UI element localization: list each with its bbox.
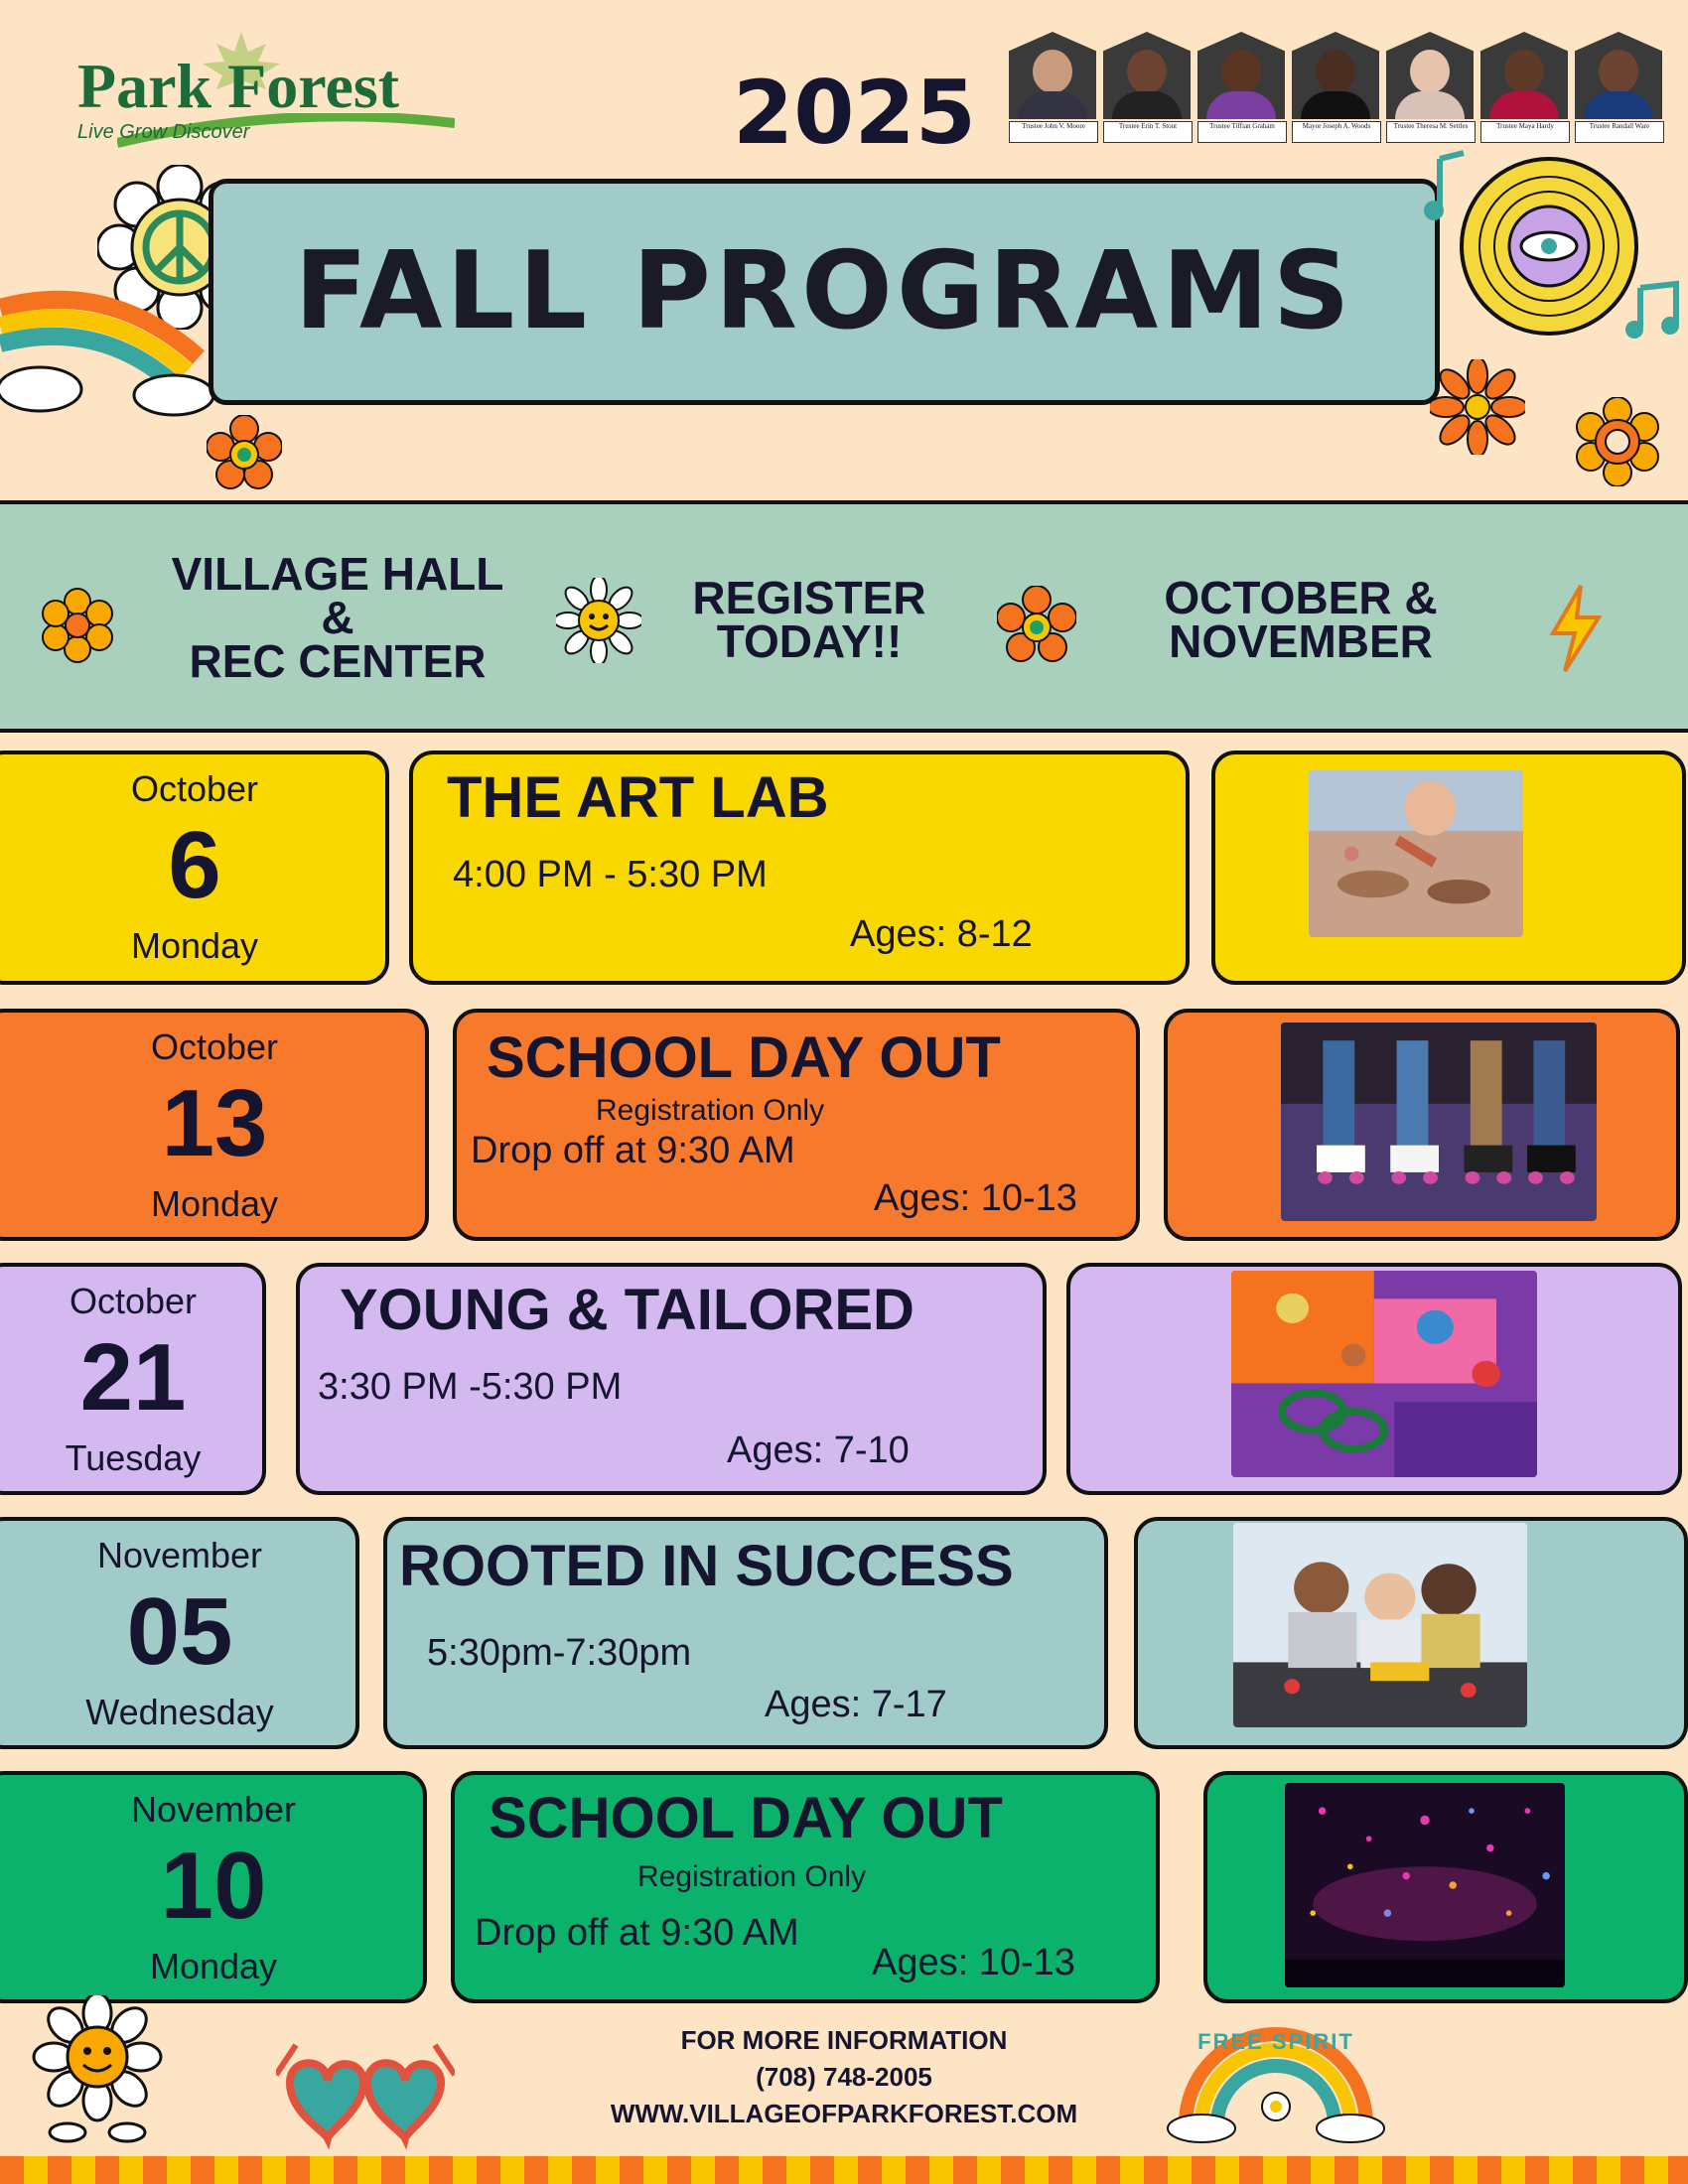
date-day: 05	[126, 1578, 233, 1685]
flower-icon	[1573, 397, 1662, 486]
program-card[interactable]	[453, 1009, 1140, 1241]
trustee-portrait	[1103, 32, 1193, 143]
portrait-photo	[1103, 32, 1191, 119]
date-day: 6	[168, 812, 221, 918]
program-ages: Ages: 8-12	[850, 913, 1033, 955]
trustee-portrait	[1292, 32, 1381, 143]
program-title: ROOTED IN SUCCESS	[399, 1534, 1014, 1598]
smiley-daisy-icon	[556, 578, 641, 668]
date-day: 10	[160, 1833, 267, 1939]
date-box	[0, 1771, 427, 2003]
trustee-caption: Trustee Erin T. Stout	[1103, 121, 1193, 143]
smiley-daisy-character-icon	[28, 1995, 167, 2149]
date-weekday: Monday	[150, 1183, 279, 1224]
trustee-caption: Trustee Randall Ware	[1575, 121, 1664, 143]
program-time: Drop off at 9:30 AM	[475, 1912, 799, 1954]
trustee-portrait	[1009, 32, 1098, 143]
checker-border	[0, 2156, 1688, 2184]
program-title: SCHOOL DAY OUT	[487, 1025, 1001, 1090]
trustee-portrait	[1480, 32, 1570, 143]
head-shape	[1410, 50, 1450, 93]
head-shape	[1599, 50, 1638, 93]
trustee-caption: Trustee Maya Hardy	[1480, 121, 1570, 143]
trustee-caption: Trustee John V. Moore	[1009, 121, 1098, 143]
shoulders-shape	[1395, 91, 1465, 119]
title-banner	[209, 179, 1440, 405]
date-day: 13	[161, 1070, 268, 1176]
date-month: October	[69, 1281, 198, 1321]
program-subtitle: Registration Only	[596, 1094, 825, 1127]
program-time: 5:30pm-7:30pm	[427, 1632, 692, 1674]
trustee-caption: Trustee Tiffian Graham	[1197, 121, 1287, 143]
head-shape	[1127, 50, 1167, 93]
program-row	[0, 1517, 1688, 1749]
shoulders-shape	[1018, 91, 1087, 119]
program-title: SCHOOL DAY OUT	[489, 1786, 1003, 1850]
flower-icon	[207, 415, 282, 490]
logo-tagline: Live Grow Discover	[77, 121, 250, 143]
park-forest-logo	[77, 38, 455, 147]
page-title: FALL PROGRAMS	[294, 229, 1354, 353]
date-month: November	[96, 1535, 263, 1575]
program-ages: Ages: 7-17	[765, 1684, 947, 1725]
program-subtitle: Registration Only	[637, 1860, 867, 1893]
shoulders-shape	[1206, 91, 1276, 119]
date-box	[0, 1263, 266, 1495]
program-row	[0, 751, 1688, 985]
date-day: 21	[79, 1324, 187, 1431]
program-title: YOUNG & TAILORED	[340, 1278, 914, 1342]
program-row	[0, 1263, 1688, 1495]
program-time: 4:00 PM - 5:30 PM	[453, 854, 768, 895]
shoulders-shape	[1112, 91, 1182, 119]
register-text: REGISTER TODAY!!	[692, 572, 926, 667]
date-box	[0, 751, 389, 985]
trustee-caption: Trustee Theresa M. Settles	[1386, 121, 1476, 143]
location-text: VILLAGE HALL & REC CENTER	[171, 548, 504, 687]
flower-icon	[997, 586, 1076, 670]
year-label: 2025	[733, 62, 976, 164]
sewing-supplies-photo	[1231, 1271, 1537, 1477]
program-title: THE ART LAB	[447, 765, 829, 830]
badge-text: FREE SPIRIT	[1197, 2029, 1354, 2054]
roller-skates-photo	[1281, 1023, 1597, 1221]
shoulders-shape	[1301, 91, 1370, 119]
lightning-icon	[1545, 584, 1605, 678]
head-shape	[1316, 50, 1355, 93]
months-text: OCTOBER & NOVEMBER	[1164, 572, 1438, 667]
trustee-caption: Mayor Joseph A. Woods	[1292, 121, 1381, 143]
program-card[interactable]	[409, 751, 1190, 985]
portrait-photo	[1480, 32, 1568, 119]
portrait-photo	[1292, 32, 1379, 119]
head-shape	[1504, 50, 1544, 93]
program-time: 3:30 PM -5:30 PM	[318, 1366, 623, 1408]
date-box	[0, 1009, 429, 1241]
program-ages: Ages: 10-13	[874, 1177, 1077, 1219]
free-spirit-badge	[1162, 2015, 1390, 2144]
vinyl-record-icon	[1420, 139, 1688, 357]
program-card[interactable]	[296, 1263, 1047, 1495]
footer-info	[556, 2025, 1132, 2129]
shoulders-shape	[1584, 91, 1653, 119]
logo-text: Park Forest	[77, 51, 400, 121]
flower-icon	[40, 588, 115, 668]
clay-art-photo	[1309, 770, 1523, 937]
date-weekday: Monday	[149, 1946, 278, 1986]
program-row	[0, 1009, 1688, 1241]
phone-number[interactable]: (708) 748-2005	[756, 2062, 932, 2092]
date-weekday: Wednesday	[85, 1692, 274, 1732]
portrait-photo	[1009, 32, 1096, 119]
program-card[interactable]	[383, 1517, 1108, 1749]
date-month: October	[130, 768, 259, 809]
date-month: November	[130, 1789, 297, 1830]
date-box	[0, 1517, 359, 1749]
date-month: October	[150, 1026, 279, 1067]
date-weekday: Monday	[130, 925, 259, 966]
confetti-party-photo	[1285, 1783, 1565, 1987]
portrait-photo	[1386, 32, 1474, 119]
rainbow-icon	[0, 268, 218, 417]
heart-sunglasses-icon	[276, 2035, 455, 2159]
trustee-portrait	[1575, 32, 1664, 143]
kids-robotics-photo	[1233, 1523, 1527, 1727]
program-row	[0, 1771, 1688, 2003]
program-card[interactable]	[451, 1771, 1160, 2003]
trustee-row	[1009, 32, 1664, 141]
flower-icon	[1430, 359, 1525, 455]
program-ages: Ages: 10-13	[872, 1942, 1075, 1983]
program-time: Drop off at 9:30 AM	[471, 1130, 795, 1171]
info-label: FOR MORE INFORMATION	[680, 2025, 1008, 2055]
portrait-photo	[1197, 32, 1285, 119]
date-weekday: Tuesday	[65, 1437, 202, 1478]
program-ages: Ages: 7-10	[727, 1430, 910, 1471]
shoulders-shape	[1489, 91, 1559, 119]
website-link[interactable]: WWW.VILLAGEOFPARKFOREST.COM	[610, 2099, 1078, 2128]
head-shape	[1033, 50, 1072, 93]
info-strip	[0, 500, 1688, 733]
trustee-portrait	[1197, 32, 1287, 143]
portrait-photo	[1575, 32, 1662, 119]
trustee-portrait	[1386, 32, 1476, 143]
head-shape	[1221, 50, 1261, 93]
